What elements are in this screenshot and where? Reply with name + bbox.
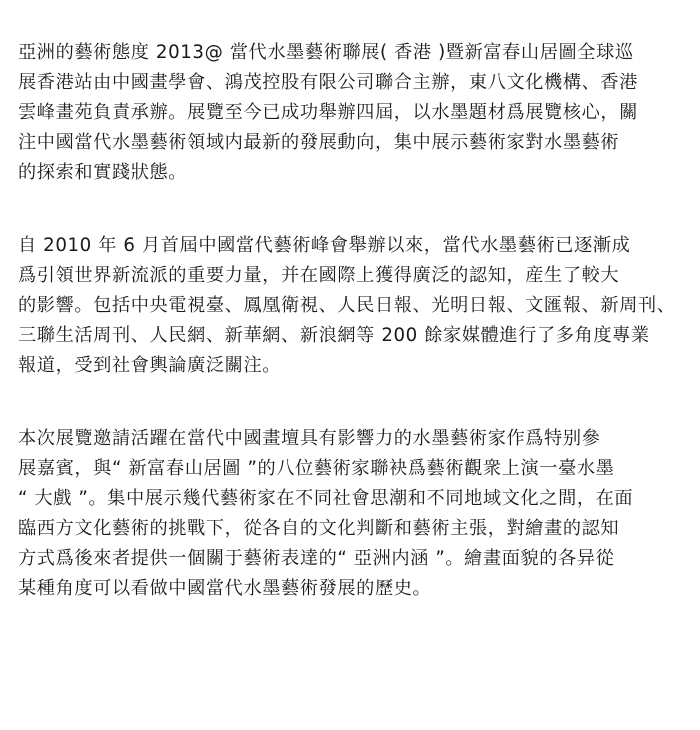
- paragraph-3: [18, 424, 682, 604]
- paragraph-line: 三聯生活周刊、人民網、新華網、新浪網等 200 餘家媒體進行了多角度專業: [18, 325, 650, 346]
- paragraph-line: 自 2010 年 6 月首屆中國當代藝術峰會舉辦以來，當代水墨藝術已逐漸成: [18, 235, 631, 256]
- paragraph-line: 方式爲後來者提供一個關于藝術表達的“ 亞洲内涵 ”。繪畫面貌的各异從: [18, 548, 615, 569]
- paragraph-line: 臨西方文化藝術的挑戰下，從各自的文化判斷和藝術主張，對繪畫的認知: [18, 518, 620, 539]
- paragraph-line: 展嘉賓，與“ 新富春山居圖 ”的八位藝術家聯袂爲藝術觀衆上演一臺水墨: [18, 458, 615, 479]
- paragraph-line: 本次展覽邀請活躍在當代中國畫壇具有影響力的水墨藝術家作爲特别參: [18, 428, 601, 449]
- paragraph-line: 爲引領世界新流派的重要力量，并在國際上獲得廣泛的認知，産生了較大: [18, 265, 620, 286]
- document-body: [18, 38, 682, 604]
- paragraph-line: 展香港站由中國畫學會、鴻茂控股有限公司聯合主辦，東八文化機構、香港: [18, 72, 638, 93]
- paragraph-line: 的探索和實踐狀態。: [18, 162, 188, 183]
- paragraph-2: [18, 231, 682, 381]
- paragraph-line: “ 大戲 ”。集中展示幾代藝術家在不同社會思潮和不同地域文化之間，在面: [18, 488, 634, 509]
- paragraph-line: 雲峰畫苑負責承辦。展覽至今已成功舉辦四屆，以水墨題材爲展覽核心，關: [18, 102, 638, 123]
- paragraph-line: 的影響。包括中央電視臺、鳳凰衛視、人民日報、光明日報、文匯報、新周刊、: [18, 295, 676, 316]
- paragraph-line: 亞洲的藝術態度 2013@ 當代水墨藝術聯展( 香港 )暨新富春山居圖全球巡: [18, 42, 634, 63]
- paragraph-line: 某種角度可以看做中國當代水墨藝術發展的歷史。: [18, 578, 432, 599]
- paragraph-1: [18, 38, 682, 188]
- paragraph-line: 注中國當代水墨藝術領域内最新的發展動向，集中展示藝術家對水墨藝術: [18, 132, 620, 153]
- paragraph-line: 報道，受到社會輿論廣泛關注。: [18, 355, 282, 376]
